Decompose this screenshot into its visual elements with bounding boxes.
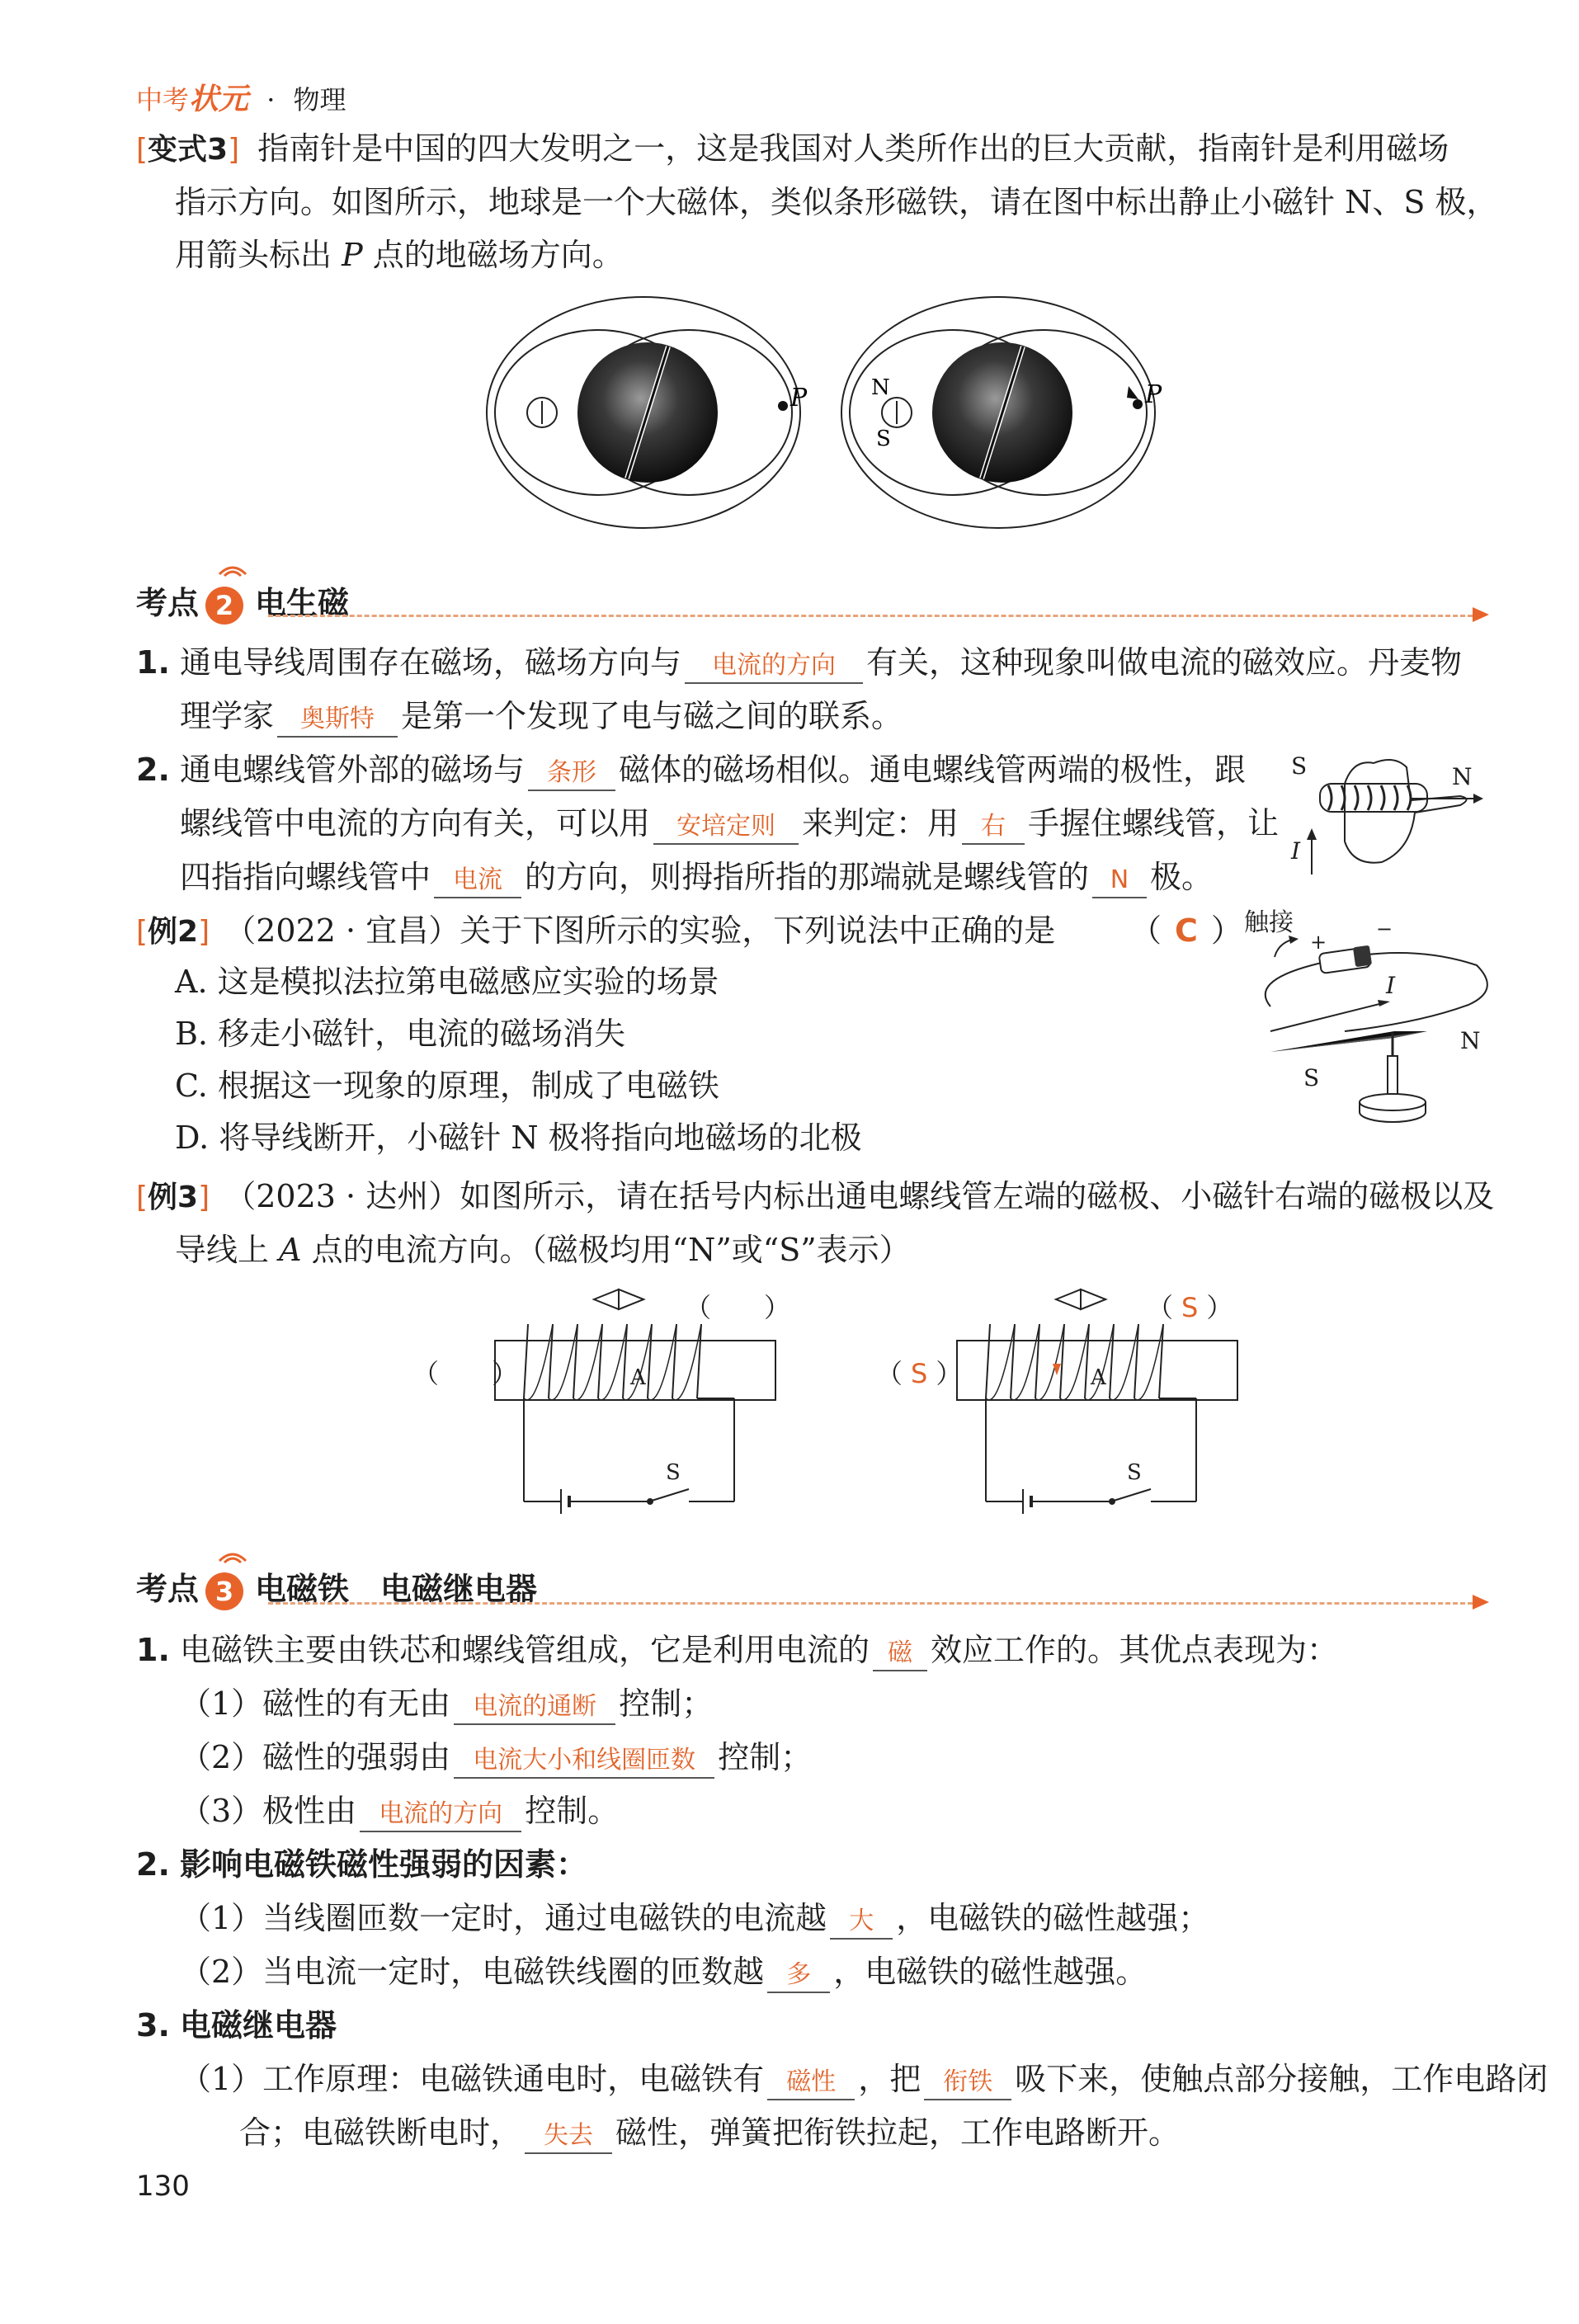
left-fig-switch-label: S xyxy=(666,1460,681,1485)
s2-q1-line1: 1. 通电导线周围存在磁场，磁场方向与 电流的方向 有关，这种现象叫做电流的磁效应。丹麦物 xyxy=(136,642,1462,684)
right-fig-left-answer: （ S ） xyxy=(876,1358,963,1389)
section2-number: 2 xyxy=(205,587,243,625)
rhr-s-label: S xyxy=(1291,752,1308,780)
left-fig-top-paren: （ ） xyxy=(685,1292,791,1323)
needle-n-label: N xyxy=(871,375,890,400)
answer-blank: 电流大小和线圈匝数 xyxy=(454,1744,714,1779)
example2-option-d: D. 将导线断开，小磁针 N 极将指向地磁场的北极 xyxy=(175,1120,862,1156)
needle-s-label: S xyxy=(1303,1064,1320,1091)
example3-tag: [例3] xyxy=(136,1181,210,1214)
rhr-n-label: N xyxy=(1452,763,1473,790)
section2-divider xyxy=(268,615,1473,617)
s3-q2-sub1: （1）当线圈匝数一定时，通过电磁铁的电流越 大 ，电磁铁的磁性越强； xyxy=(180,1897,1209,1940)
p-label-right: P xyxy=(1145,380,1162,409)
variant3-line1: [变式3] 指南针是中国的四大发明之一，这是我国对人类所作出的巨大贡献，指南针是利用磁场 xyxy=(136,130,1449,167)
s3-q3-line1: （1）工作原理：电磁铁通电时，电磁铁有 磁性 ，把 衔铁 吸下来，使触点部分接触，工作电路闭 xyxy=(180,2058,1548,2100)
example3-line2: 导线上 A 点的电流方向。（磁极均用“N”或“S”表示） xyxy=(175,1232,911,1268)
answer-blank: 电流的方向 xyxy=(360,1798,521,1832)
answer-blank: 多 xyxy=(767,1959,830,1993)
right-fig-top-answer: （ S ） xyxy=(1147,1292,1233,1323)
section3-number: 3 xyxy=(205,1572,243,1610)
section2-arrow-icon xyxy=(1473,607,1489,622)
s3-q3-title: 3. 电磁继电器 xyxy=(136,2007,337,2044)
s2-q2-line3: 四指指向螺线管中 电流 的方向，则拇指所指的那端就是螺线管的 N 极。 xyxy=(180,856,1213,898)
answer-choice: C xyxy=(1175,912,1198,949)
brand-zhongkao: 中考 xyxy=(136,84,190,115)
right-fig-point-a: A xyxy=(1091,1365,1106,1390)
header-subject: 物理 xyxy=(293,84,346,115)
variant3-tag: [变式3] xyxy=(136,133,240,167)
needle-n-label: N xyxy=(1460,1027,1481,1054)
section3-arrow-icon xyxy=(1473,1595,1489,1610)
left-fig-left-paren: （ ） xyxy=(412,1358,519,1389)
section3-title: 电磁铁 电磁继电器 xyxy=(255,1571,538,1607)
answer-blank: 奥斯特 xyxy=(277,703,398,738)
s3-q1-line1: 1. 电磁铁主要由铁芯和螺线管组成，它是利用电流的 磁 效应工作的。其优点表现为： xyxy=(136,1629,1338,1671)
left-fig-point-a: A xyxy=(630,1365,646,1390)
header-dot: · xyxy=(266,84,276,115)
answer-blank: 安培定则 xyxy=(653,810,799,845)
answer-blank: 电流 xyxy=(434,864,521,898)
s3-q1-sub2: （2）磁性的强弱由 电流大小和线圈匝数 控制； xyxy=(180,1737,812,1779)
answer-blank: 右 xyxy=(962,810,1025,845)
answer-blank: 衔铁 xyxy=(924,2066,1011,2100)
rhr-i-label: I xyxy=(1291,837,1301,865)
section3-header: 考点 3 电磁铁 电磁继电器 xyxy=(136,1563,537,1610)
answer-blank: N xyxy=(1092,864,1147,898)
example2-option-c: C. 根据这一现象的原理，制成了电磁铁 xyxy=(175,1068,719,1104)
s2-q1-line2: 理学家 奥斯特 是第一个发现了电与磁之间的联系。 xyxy=(180,695,903,738)
example2-option-b: B. 移走小磁针，电流的磁场消失 xyxy=(175,1016,626,1052)
answer-blank: 大 xyxy=(830,1905,893,1940)
s3-q2-title: 2. 影响电磁铁磁性强弱的因素： xyxy=(136,1846,587,1883)
section2-title: 电生磁 xyxy=(255,585,350,621)
example2-stem: [例2] （2022 · 宜昌）关于下图所示的实验，下列说法中正确的是 xyxy=(136,912,1056,949)
answer-blank: 失去 xyxy=(525,2119,612,2154)
s3-q1-sub3: （3）极性由 电流的方向 控制。 xyxy=(180,1790,619,1832)
answer-blank: 条形 xyxy=(528,757,615,791)
example3-line1: [例3] （2023 · 达州）如图所示，请在括号内标出通电螺线管左端的磁极、小磁针右端的磁极以及 xyxy=(136,1178,1495,1214)
battery-minus-label: − xyxy=(1376,917,1393,940)
s3-q1-sub1: （1）磁性的有无由 电流的通断 控制； xyxy=(180,1683,713,1725)
battery-plus-label: + xyxy=(1310,931,1327,954)
right-fig-switch-label: S xyxy=(1127,1460,1142,1485)
signal-icon xyxy=(216,1544,249,1564)
example2-option-a: A. 这是模拟法拉第电磁感应实验的场景 xyxy=(175,964,719,1000)
s2-q2-line2: 螺线管中电流的方向有关，可以用 安培定则 来判定：用 右 手握住螺线管，让 xyxy=(180,803,1279,845)
earth-right xyxy=(841,297,1155,528)
page-header xyxy=(136,76,346,118)
touch-label: 触接 xyxy=(1244,908,1294,937)
earth-left xyxy=(487,297,800,528)
answer-blank: 电流的方向 xyxy=(685,649,863,684)
answer-blank: 磁 xyxy=(873,1637,927,1671)
section3-divider xyxy=(268,1602,1473,1605)
current-i-label: I xyxy=(1386,972,1396,999)
oersted-experiment-figure xyxy=(1254,907,1493,1147)
section2-header: 考点 2 电生磁 xyxy=(136,577,349,625)
needle-s-label: S xyxy=(876,427,891,451)
brand-zhuangyuan: 状元 xyxy=(189,82,249,116)
s2-q2-line1: 2. 通电螺线管外部的磁场与 条形 磁体的磁场相似。通电螺线管两端的极性，跟 xyxy=(136,749,1246,791)
signal-icon xyxy=(216,558,249,577)
page-number: 130 xyxy=(136,2170,190,2203)
earth-field-figure xyxy=(478,280,1171,553)
variant3-line3: 用箭头标出 P 点的地磁场方向。 xyxy=(175,237,624,273)
point-p-label: P xyxy=(342,237,363,273)
variant3-line2: 指示方向。如图所示，地球是一个大磁体，类似条形磁铁，请在图中标出静止小磁针 N、S 极， xyxy=(175,184,1498,220)
s3-q3-line2: 合；电磁铁断电时， 失去 磁性，弹簧把衔铁拉起，工作电路断开。 xyxy=(239,2112,1180,2154)
example2-tag: [例2] xyxy=(136,915,210,949)
answer-blank: 电流的通断 xyxy=(454,1690,615,1725)
example2-answer: （ C ） xyxy=(1130,912,1242,949)
answer-blank: 磁性 xyxy=(767,2066,855,2100)
s3-q2-sub2: （2）当电流一定时，电磁铁线圈的匝数越 多 ，电磁铁的磁性越强。 xyxy=(180,1951,1147,1993)
p-label-left: P xyxy=(790,384,808,412)
